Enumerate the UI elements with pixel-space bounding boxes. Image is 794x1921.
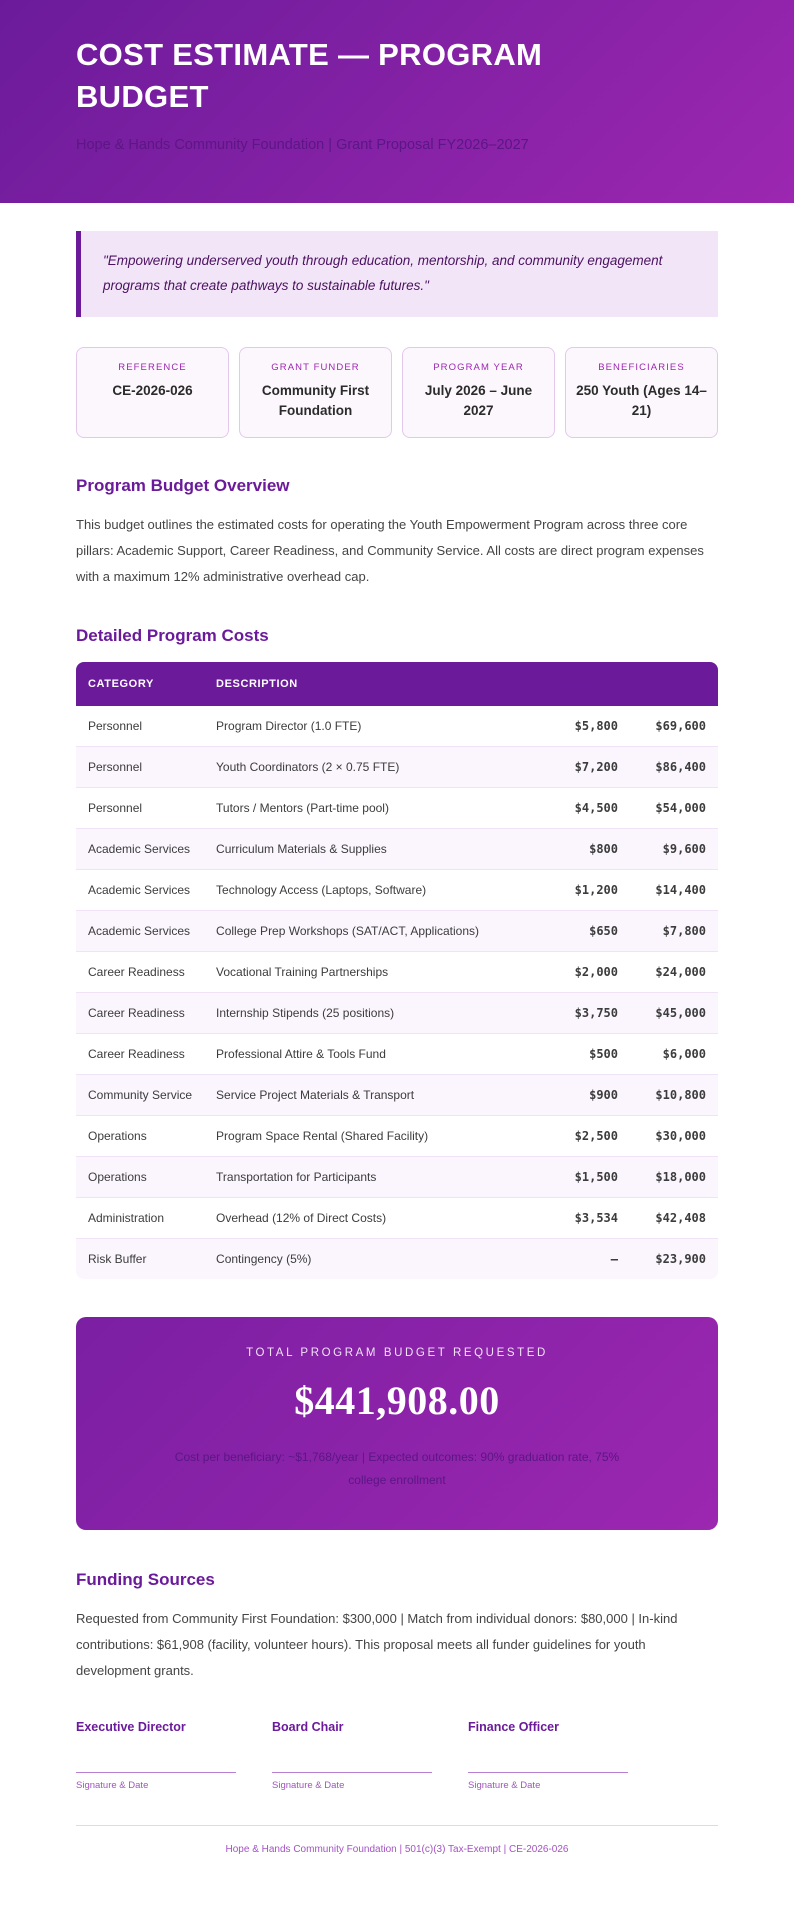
cell-monthly-amount: $2,000 (542, 952, 630, 993)
cell-monthly-amount: $800 (542, 829, 630, 870)
cell-category: Personnel (76, 788, 204, 829)
table-row (76, 1116, 718, 1157)
document-footer (76, 1825, 718, 1855)
cell-category: Operations (76, 1116, 204, 1157)
cell-annual-amount: $23,900 (655, 1252, 706, 1267)
table-row (76, 1198, 718, 1239)
cell-description: Program Director (1.0 FTE) (204, 706, 542, 747)
info-card-label: REFERENCE (118, 361, 187, 373)
cell-annual-amount: $42,408 (630, 1198, 718, 1239)
signature-line[interactable] (76, 1772, 236, 1773)
cell-description: Internship Stipends (25 positions) (204, 993, 542, 1034)
cell-category: Academic Services (76, 911, 204, 952)
cell-category: Career Readiness (76, 993, 204, 1034)
table-row (76, 706, 718, 747)
info-card-label: GRANT FUNDER (271, 361, 360, 373)
cell-category: Personnel (76, 747, 204, 788)
cost-table-body (76, 706, 718, 1279)
overview-section-title: Program Budget Overview (76, 476, 290, 496)
cost-table-header-row (76, 662, 718, 706)
column-header-monthly: MONTHLY (542, 662, 630, 706)
cell-monthly-amount: $650 (542, 911, 630, 952)
signature-block-board-chair (272, 1720, 432, 1791)
info-card-program-year (402, 347, 555, 439)
cell-description: Curriculum Materials & Supplies (204, 829, 542, 870)
funding-paragraph: Requested from Community First Foundation: $300,000 | Match from individual donors: $80,000 | In-kind contributions: $61,908 (facility, volunteer hours). This proposal meets all funder guidelines for youth development grants. (76, 1611, 678, 1679)
cell-annual-amount: $24,000 (630, 952, 718, 993)
cell-annual-amount: $45,000 (630, 993, 718, 1034)
cell-monthly-amount: $4,500 (542, 788, 630, 829)
total-budget-label: TOTAL PROGRAM BUDGET REQUESTED (246, 1347, 548, 1360)
table-row (76, 747, 718, 788)
cell-annual-amount: $30,000 (630, 1116, 718, 1157)
cell-monthly-amount: $2,500 (542, 1116, 630, 1157)
cell-category: Personnel (76, 706, 204, 747)
overview-paragraph: This budget outlines the estimated costs for operating the Youth Empowerment Program across three core pillars: Academic Support, Career Readiness, and Community Service. All costs are direct program expenses with a maximum 12% administrative overhead cap. (76, 517, 704, 585)
table-row (76, 1239, 718, 1280)
cell-description: Overhead (12% of Direct Costs) (204, 1198, 542, 1239)
signature-row (76, 1720, 718, 1791)
cell-monthly-amount: — (610, 1252, 618, 1267)
cell-category: Community Service (76, 1075, 204, 1116)
table-row (76, 952, 718, 993)
cell-description: Transportation for Participants (204, 1157, 542, 1198)
cell-category: Risk Buffer (88, 1252, 147, 1267)
info-card-value: CE-2026-026 (112, 382, 193, 398)
cost-table-head (76, 662, 718, 706)
cell-monthly-amount: $5,800 (542, 706, 630, 747)
table-row (76, 911, 718, 952)
cell-description: Technology Access (Laptops, Software) (204, 870, 542, 911)
cell-category: Academic Services (76, 870, 204, 911)
cell-description: Vocational Training Partnerships (204, 952, 542, 993)
cell-description: Tutors / Mentors (Part-time pool) (204, 788, 542, 829)
info-card-label: BENEFICIARIES (598, 361, 685, 373)
signature-role: Finance Officer (468, 1720, 559, 1735)
document-header (0, 0, 794, 203)
signature-caption: Signature & Date (468, 1780, 541, 1792)
cell-annual-amount: $54,000 (630, 788, 718, 829)
signature-role: Executive Director (76, 1720, 186, 1735)
cell-monthly-amount: $3,534 (542, 1198, 630, 1239)
signature-line[interactable] (272, 1772, 432, 1773)
cell-monthly-amount: $500 (542, 1034, 630, 1075)
mission-quote-text: "Empowering underserved youth through education, mentorship, and community engagement programs that create pathways to sustainable futures." (103, 253, 663, 293)
cell-description: Youth Coordinators (2 × 0.75 FTE) (204, 747, 542, 788)
cell-annual-amount: $6,000 (630, 1034, 718, 1075)
costs-section-title: Detailed Program Costs (76, 626, 269, 646)
info-card-value: July 2026 – June 2027 (424, 382, 533, 419)
cell-category: Career Readiness (76, 1034, 204, 1075)
column-header-description: DESCRIPTION (204, 662, 542, 706)
cell-category: Academic Services (76, 829, 204, 870)
table-row (76, 788, 718, 829)
cell-description: Program Space Rental (Shared Facility) (204, 1116, 542, 1157)
total-budget-amount: $441,908.00 (294, 1378, 500, 1424)
funding-section-title: Funding Sources (76, 1570, 215, 1590)
cell-description: Contingency (5%) (216, 1252, 312, 1267)
signature-line[interactable] (468, 1772, 628, 1773)
cost-table (76, 662, 718, 1279)
total-budget-banner (76, 1317, 718, 1530)
signature-block-executive-director (76, 1720, 236, 1791)
footer-text: Hope & Hands Community Foundation | 501(c)(3) Tax-Exempt | CE-2026-026 (225, 1844, 569, 1856)
total-budget-note: Cost per beneficiary: ~$1,768/year | Expected outcomes: 90% graduation rate, 75% college enrollment (174, 1450, 620, 1488)
info-card-group (76, 347, 718, 439)
mission-quote-block (76, 231, 718, 317)
signature-caption: Signature & Date (76, 1780, 149, 1792)
table-row (76, 1157, 718, 1198)
signature-role: Board Chair (272, 1720, 344, 1735)
cell-annual-amount: $86,400 (630, 747, 718, 788)
cell-annual-amount: $9,600 (630, 829, 718, 870)
cell-monthly-amount: $7,200 (542, 747, 630, 788)
cell-category: Career Readiness (76, 952, 204, 993)
cell-annual-amount: $10,800 (630, 1075, 718, 1116)
column-header-category: CATEGORY (76, 662, 204, 706)
table-row (76, 993, 718, 1034)
info-card-value: 250 Youth (Ages 14–21) (576, 382, 707, 419)
cell-annual-amount: $7,800 (630, 911, 718, 952)
cell-annual-amount: $18,000 (630, 1157, 718, 1198)
table-row (76, 1075, 718, 1116)
cell-monthly-amount: $900 (542, 1075, 630, 1116)
signature-caption: Signature & Date (272, 1780, 345, 1792)
info-card-label: PROGRAM YEAR (433, 361, 524, 373)
info-card-reference (76, 347, 229, 439)
info-card-value: Community First Foundation (261, 382, 370, 419)
page-subtitle: Hope & Hands Community Foundation | Grant Proposal FY2026–2027 (76, 136, 529, 153)
cell-category: Administration (76, 1198, 204, 1239)
cell-monthly-amount: $3,750 (542, 993, 630, 1034)
page-title: COST ESTIMATE — PROGRAM BUDGET (76, 37, 543, 114)
cell-description: College Prep Workshops (SAT/ACT, Applications) (204, 911, 542, 952)
cell-category: Operations (76, 1157, 204, 1198)
cell-description: Service Project Materials & Transport (204, 1075, 542, 1116)
cell-description: Professional Attire & Tools Fund (204, 1034, 542, 1075)
document-body (0, 203, 794, 1895)
cell-annual-amount: $14,400 (630, 870, 718, 911)
cell-annual-amount: $69,600 (630, 706, 718, 747)
cost-table-wrapper (76, 662, 718, 1279)
table-row (76, 1034, 718, 1075)
table-row (76, 870, 718, 911)
info-card-beneficiaries (565, 347, 718, 439)
info-card-grant-funder (239, 347, 392, 439)
table-row (76, 829, 718, 870)
cell-monthly-amount: $1,200 (542, 870, 630, 911)
signature-block-finance-officer (468, 1720, 628, 1791)
column-header-annual: ANNUAL (630, 662, 718, 706)
cell-monthly-amount: $1,500 (542, 1157, 630, 1198)
